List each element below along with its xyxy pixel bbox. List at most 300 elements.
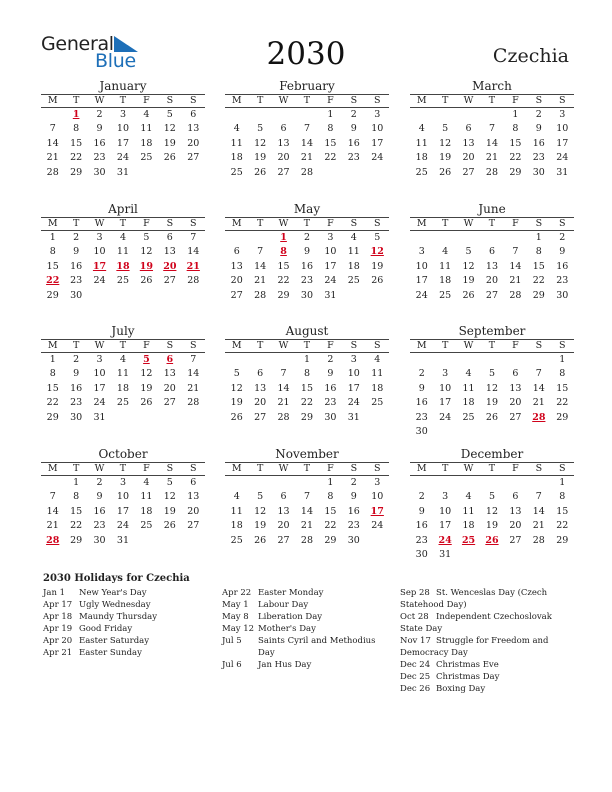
day-cell: 20 [187,137,200,149]
day-cell: 25 [230,166,243,178]
day-cell: 9 [96,491,103,503]
week-row [410,425,574,439]
holiday-entry [222,623,392,635]
week-row [41,411,205,425]
day-cell: 1 [73,477,80,488]
week-row [225,396,389,410]
week-row [41,274,205,288]
month-title: November [275,447,339,461]
day-cell: 27 [462,166,475,178]
weekday-label: S [342,218,365,231]
day-cell: 31 [324,289,337,301]
holiday-date: May 8 [222,612,249,622]
empty-cell [410,108,433,123]
empty-cell [225,231,248,246]
day-cell: 23 [556,275,569,287]
empty-cell [319,166,342,180]
weekday-label: M [225,218,248,231]
day-cell: 11 [116,368,130,380]
weekday-label: T [111,95,134,108]
day-cell: 16 [347,137,360,149]
holiday-day-cell: 1 [72,109,80,120]
week-row [410,108,574,123]
day-cell: 4 [143,109,150,120]
day-cell: 24 [371,520,384,532]
week-row [41,534,205,548]
day-cell: 4 [119,232,126,243]
weekday-label: F [135,340,158,353]
weekday-label: S [342,95,365,108]
empty-cell [135,534,158,548]
day-cell: 19 [140,382,153,394]
day-cell: 15 [70,505,83,517]
weekday-label: M [41,340,64,353]
empty-cell [272,476,295,491]
holiday-entry [222,635,392,659]
day-cell: 23 [415,534,428,546]
holiday-name: New Year's Day [79,588,147,598]
week-row [225,289,389,303]
day-cell: 24 [371,152,384,164]
holiday-name: Easter Monday [258,588,324,598]
holiday-day-cell: 6 [166,354,174,365]
day-cell: 20 [462,152,475,164]
day-cell: 13 [187,123,200,135]
month-title: April [108,202,138,216]
weekday-label: S [182,463,205,476]
holiday-entry [43,635,208,647]
week-row [225,505,389,519]
day-cell: 25 [140,152,153,164]
empty-cell [504,548,527,562]
day-cell: 1 [327,477,334,488]
holiday-date: Apr 17 [43,600,73,610]
day-cell: 2 [350,109,357,120]
weekday-label: T [433,218,456,231]
day-cell: 19 [485,520,499,532]
day-cell: 11 [439,260,452,272]
day-cell: 8 [49,246,56,258]
month-grid [225,94,389,180]
empty-cell [135,166,158,180]
holiday-name: Liberation Day [258,612,323,622]
day-cell: 22 [70,152,83,164]
day-cell: 6 [512,368,519,380]
day-cell: 6 [465,123,472,135]
day-cell: 22 [46,397,59,409]
day-cell: 25 [371,397,384,409]
week-row [225,353,389,368]
holiday-entry [43,587,208,599]
holiday-date: Dec 24 [400,660,431,670]
day-cell: 3 [96,232,103,243]
week-row [225,166,389,180]
day-cell: 4 [233,491,240,503]
empty-cell [248,353,271,368]
country-name: Czechia [492,45,569,67]
day-cell: 7 [303,491,310,503]
empty-cell [410,231,433,246]
week-row [41,476,205,491]
week-row [410,274,574,288]
holiday-day-cell: 1 [280,232,287,243]
day-cell: 22 [556,520,569,532]
empty-cell [248,231,271,246]
day-cell: 7 [535,368,542,380]
day-cell: 26 [371,275,384,287]
holiday-day-cell: 25 [461,534,476,546]
day-cell: 2 [327,354,334,365]
month-grid [41,462,205,548]
weekday-label: S [366,95,389,108]
day-cell: 16 [324,382,337,394]
day-cell: 15 [46,382,59,394]
day-cell: 16 [93,505,106,517]
day-cell: 11 [230,505,243,517]
holiday-day-cell: 8 [280,246,287,258]
day-cell: 10 [347,368,360,380]
day-cell: 7 [303,123,310,135]
day-cell: 29 [70,166,83,178]
day-cell: 2 [350,477,357,488]
day-cell: 11 [140,491,153,503]
holiday-date: Apr 22 [222,588,252,598]
day-cell: 15 [324,137,337,149]
day-cell: 8 [49,368,56,380]
empty-cell [41,476,64,491]
day-cell: 6 [280,491,287,503]
day-cell: 23 [347,520,360,532]
empty-cell [551,425,574,439]
weekday-label: W [88,340,111,353]
holiday-entry [222,587,392,599]
day-cell: 14 [300,505,314,517]
day-cell: 7 [535,491,542,503]
day-cell: 17 [347,382,360,394]
empty-cell [480,476,503,491]
week-row [41,245,205,259]
holiday-name: Maundy Thursday [79,612,158,622]
day-cell: 28 [46,166,59,178]
day-cell: 15 [300,382,314,394]
empty-cell [366,289,389,303]
month-june [410,202,574,303]
weekday-label: F [319,95,342,108]
day-cell: 20 [277,520,290,532]
day-cell: 12 [163,123,176,135]
weekday-label: M [410,340,433,353]
weekday-label: F [135,218,158,231]
day-cell: 4 [465,491,472,503]
day-cell: 5 [488,491,495,503]
day-cell: 27 [509,411,522,423]
empty-cell [295,476,318,491]
weekday-label: F [319,218,342,231]
empty-cell [295,108,318,123]
week-row [225,367,389,381]
day-cell: 15 [324,505,337,517]
day-cell: 17 [371,137,384,149]
holiday-name: Struggle for Freedom and Democracy Day [400,636,549,658]
empty-cell [457,353,480,368]
weekday-label: T [295,463,318,476]
empty-cell [504,231,527,246]
logo-text-blue: Blue [95,50,136,72]
day-cell: 3 [374,477,381,488]
day-cell: 12 [462,260,475,272]
day-cell: 10 [116,491,130,503]
empty-cell [527,476,550,491]
week-row [410,548,574,562]
weekday-label: S [527,95,550,108]
day-cell: 7 [49,491,56,503]
day-cell: 9 [535,123,542,135]
holiday-day-cell: 26 [485,534,499,546]
week-row [410,122,574,136]
day-cell: 29 [70,534,83,546]
empty-cell [527,548,550,562]
day-cell: 31 [116,166,130,178]
month-title: October [98,447,148,461]
day-cell: 6 [233,246,240,258]
day-cell: 8 [327,491,334,503]
day-cell: 5 [143,232,150,243]
day-cell: 15 [556,382,569,394]
day-cell: 20 [254,397,267,409]
day-cell: 18 [140,137,153,149]
day-cell: 30 [93,166,106,178]
day-cell: 5 [465,246,472,258]
day-cell: 13 [163,246,176,258]
empty-cell [272,108,295,123]
day-cell: 11 [140,123,153,135]
day-cell: 21 [532,397,545,409]
day-cell: 17 [93,382,106,394]
empty-cell [182,289,205,303]
day-cell: 31 [93,411,106,423]
empty-cell [480,231,503,246]
weekday-label: S [527,218,550,231]
day-cell: 4 [119,354,126,365]
day-cell: 2 [418,491,425,503]
weekday-label: W [88,463,111,476]
day-cell: 11 [230,137,243,149]
day-cell: 9 [73,368,80,380]
weekday-label: T [111,463,134,476]
day-cell: 26 [163,520,176,532]
holiday-entry [400,635,575,659]
weekday-label: S [551,463,574,476]
weekday-label: M [41,218,64,231]
day-cell: 24 [93,275,106,287]
day-cell: 5 [166,109,173,120]
weekday-label: F [319,340,342,353]
weekday-label: T [433,95,456,108]
week-row [41,166,205,180]
day-cell: 9 [350,123,357,135]
day-cell: 20 [509,397,522,409]
month-december [410,447,574,562]
month-title: August [285,324,329,338]
month-grid [41,217,205,303]
holiday-date: May 1 [222,600,249,610]
weekday-label: T [64,218,87,231]
day-cell: 27 [163,397,176,409]
day-cell: 20 [277,152,290,164]
weekday-label: M [225,463,248,476]
day-cell: 22 [556,397,569,409]
empty-cell [480,353,503,368]
day-cell: 1 [49,354,56,365]
day-cell: 7 [190,232,197,243]
day-cell: 14 [187,246,200,258]
empty-cell [527,353,550,368]
holiday-column-3 [400,587,575,695]
day-cell: 11 [116,246,130,258]
day-cell: 18 [371,382,384,394]
month-title: July [111,324,135,338]
empty-cell [457,476,480,491]
day-cell: 9 [327,368,334,380]
day-cell: 10 [439,505,452,517]
day-cell: 21 [254,275,267,287]
holiday-entry [222,599,392,611]
weekday-label: S [158,463,181,476]
day-cell: 8 [73,491,80,503]
week-row [41,137,205,151]
day-cell: 28 [485,166,499,178]
holiday-name: Mother's Day [258,624,316,634]
day-cell: 27 [277,534,290,546]
day-cell: 20 [509,520,522,532]
day-cell: 9 [418,382,425,394]
weekday-label: S [366,340,389,353]
day-cell: 26 [140,397,153,409]
day-cell: 24 [93,397,106,409]
month-may [225,202,389,303]
holiday-day-cell: 28 [46,534,60,546]
day-cell: 14 [254,260,267,272]
week-row [41,260,205,274]
month-grid [225,462,389,548]
day-cell: 23 [93,520,106,532]
day-cell: 7 [280,368,287,380]
day-cell: 13 [277,137,290,149]
holiday-name: Independent Czechoslovak State Day [400,612,552,634]
day-cell: 9 [303,246,310,258]
holiday-day-cell: 17 [370,505,384,517]
weekday-label: M [225,340,248,353]
day-cell: 14 [532,382,545,394]
empty-cell [480,548,503,562]
empty-cell [433,108,456,123]
weekday-label: S [551,218,574,231]
day-cell: 24 [439,411,452,423]
holiday-entry [43,599,208,611]
month-grid [410,217,574,303]
day-cell: 15 [532,260,545,272]
day-cell: 2 [73,354,80,365]
day-cell: 2 [535,109,542,120]
holiday-date: Jul 5 [222,636,242,646]
day-cell: 10 [93,246,106,258]
weekday-label: W [457,340,480,353]
empty-cell [158,166,181,180]
day-cell: 2 [559,232,566,243]
day-cell: 11 [415,137,428,149]
month-march [410,79,574,180]
week-row [225,260,389,274]
week-row [41,151,205,165]
day-cell: 10 [439,382,452,394]
day-cell: 30 [347,534,360,546]
day-cell: 31 [439,549,452,561]
day-cell: 27 [230,289,243,301]
day-cell: 25 [140,520,153,532]
weekday-label: T [64,463,87,476]
day-cell: 17 [556,137,569,149]
day-cell: 25 [116,397,130,409]
weekday-label: T [248,463,271,476]
day-cell: 10 [324,246,337,258]
holiday-name: Christmas Day [436,672,500,682]
empty-cell [158,411,181,425]
day-cell: 25 [462,411,475,423]
day-cell: 17 [116,505,130,517]
empty-cell [480,425,503,439]
empty-cell [457,548,480,562]
day-cell: 20 [230,275,243,287]
day-cell: 15 [70,137,83,149]
holiday-day-cell: 28 [532,411,546,423]
week-row [41,490,205,504]
month-grid [41,339,205,425]
day-cell: 29 [556,411,569,423]
empty-cell [88,289,111,303]
empty-cell [433,231,456,246]
day-cell: 10 [116,123,130,135]
week-row [410,382,574,396]
week-row [410,367,574,381]
day-cell: 16 [347,505,360,517]
day-cell: 22 [324,152,337,164]
week-row [410,260,574,274]
day-cell: 7 [49,123,56,135]
day-cell: 12 [140,368,153,380]
month-title: May [293,202,321,216]
empty-cell [342,166,365,180]
weekday-label: T [480,340,503,353]
holiday-entry [222,611,392,623]
month-title: March [472,79,512,93]
week-row [410,490,574,504]
day-cell: 23 [532,152,545,164]
weekday-label: T [295,218,318,231]
day-cell: 8 [303,368,310,380]
week-row [41,367,205,381]
day-cell: 18 [462,397,475,409]
day-cell: 20 [485,275,499,287]
weekday-label: W [272,218,295,231]
day-cell: 19 [371,260,384,272]
day-cell: 23 [70,275,83,287]
day-cell: 22 [532,275,545,287]
weekday-label: T [433,463,456,476]
empty-cell [527,425,550,439]
day-cell: 19 [462,275,475,287]
empty-cell [225,476,248,491]
weekday-label: M [41,95,64,108]
